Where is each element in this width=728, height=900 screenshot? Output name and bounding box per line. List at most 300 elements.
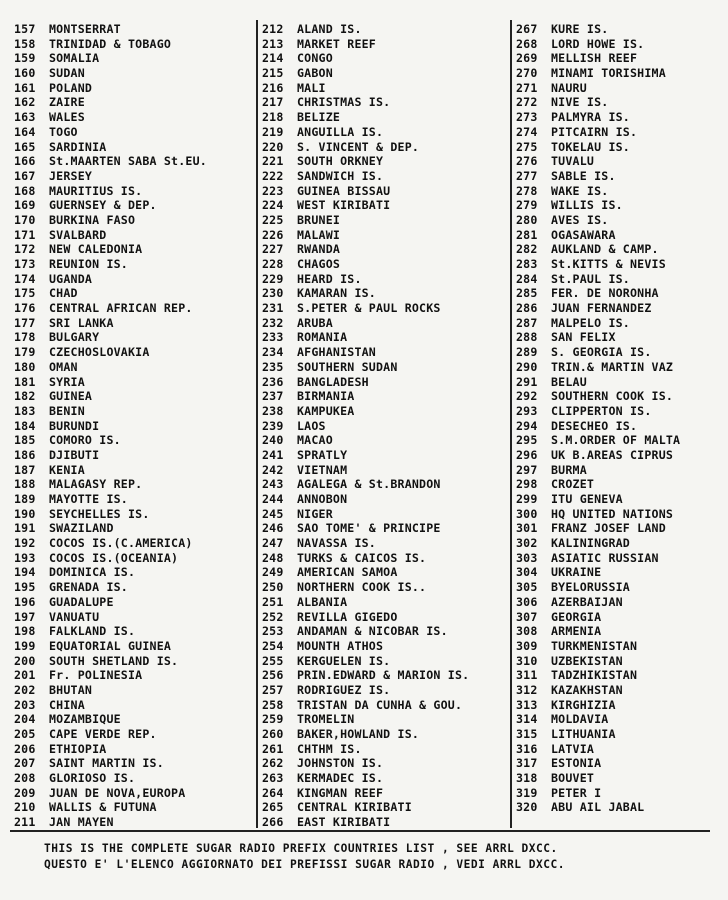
country-name: BOUVET <box>551 771 595 786</box>
country-name: JOHNSTON IS. <box>297 756 384 771</box>
country-name: BELIZE <box>297 110 341 125</box>
country-name: KALININGRAD <box>551 536 630 551</box>
prefix-number: 187 <box>14 462 36 477</box>
list-item <box>14 316 207 331</box>
list-item <box>262 198 469 213</box>
prefix-number: 264 <box>262 785 284 800</box>
country-name: BURKINA FASO <box>49 212 136 227</box>
list-item <box>14 477 207 492</box>
country-name: DESECHEO IS. <box>551 418 638 433</box>
country-name: LAOS <box>297 418 326 433</box>
prefix-number: 231 <box>262 301 284 316</box>
country-name: SAN FELIX <box>551 330 616 345</box>
country-name: CAPE VERDE REP. <box>49 727 157 741</box>
list-item <box>14 448 207 463</box>
country-name: PITCAIRN IS. <box>551 124 638 139</box>
list-item <box>516 580 680 595</box>
list-item <box>262 140 469 155</box>
list-item <box>516 404 680 419</box>
prefix-number: 273 <box>516 110 538 125</box>
country-name: SEYCHELLES IS. <box>49 506 150 521</box>
prefix-number: 277 <box>516 168 538 183</box>
list-item <box>516 213 680 228</box>
country-name: St.PAUL IS. <box>551 271 630 286</box>
prefix-number: 178 <box>14 330 36 345</box>
country-name: CENTRAL KIRIBATI <box>297 800 412 815</box>
prefix-number: 210 <box>14 800 36 815</box>
list-item <box>14 492 207 507</box>
country-name: TRINIDAD & TOBAGO <box>49 36 172 51</box>
country-name: ANNOBON <box>297 492 348 506</box>
prefix-number: 307 <box>516 609 538 624</box>
list-item <box>262 595 469 610</box>
list-item <box>14 580 207 595</box>
prefix-number: 209 <box>14 785 36 800</box>
country-name: EQUATORIAL GUINEA <box>49 638 172 653</box>
list-item <box>14 198 207 213</box>
list-item <box>14 184 207 199</box>
prefix-number: 221 <box>262 154 284 169</box>
prefix-number: 159 <box>14 51 36 66</box>
prefix-number: 274 <box>516 124 538 139</box>
list-item <box>516 683 680 698</box>
country-name: SOUTHERN SUDAN <box>297 359 398 374</box>
prefix-number: 261 <box>262 741 284 756</box>
list-item <box>516 507 680 522</box>
list-item <box>262 316 469 331</box>
list-item <box>262 800 469 815</box>
country-name: KURE IS. <box>551 22 609 36</box>
country-name: ABU AIL JABAL <box>551 800 645 815</box>
country-name: ALAND IS. <box>297 22 362 36</box>
prefix-number: 242 <box>262 462 284 477</box>
list-item <box>262 389 469 404</box>
list-item <box>516 81 680 96</box>
list-item <box>516 301 680 316</box>
prefix-number: 314 <box>516 712 538 727</box>
list-item <box>262 330 469 345</box>
list-item <box>516 228 680 243</box>
list-item <box>14 242 207 257</box>
list-item <box>516 198 680 213</box>
prefix-number: 193 <box>14 550 36 565</box>
country-name: MALAWI <box>297 227 341 242</box>
country-name: LITHUANIA <box>551 727 616 741</box>
prefix-number: 176 <box>14 301 36 316</box>
list-item <box>262 419 469 434</box>
list-item <box>516 786 680 801</box>
list-item <box>262 551 469 566</box>
list-item <box>14 169 207 184</box>
country-name: GLORIOSO IS. <box>49 771 136 786</box>
prefix-number: 315 <box>516 727 538 741</box>
prefix-number: 305 <box>516 580 538 595</box>
list-item <box>262 756 469 771</box>
prefix-number: 200 <box>14 653 36 668</box>
country-name: LORD HOWE IS. <box>551 36 645 51</box>
country-name: FER. DE NORONHA <box>551 286 659 301</box>
country-name: UZBEKISTAN <box>551 653 623 668</box>
list-item <box>516 727 680 742</box>
country-name: GUINEA <box>49 389 93 404</box>
list-item <box>14 154 207 169</box>
prefix-number: 318 <box>516 771 538 786</box>
prefix-number: 160 <box>14 66 36 81</box>
prefix-number: 291 <box>516 374 538 389</box>
list-item <box>14 22 207 37</box>
prefix-number: 201 <box>14 668 36 683</box>
list-item <box>14 345 207 360</box>
country-name: St.KITTS & NEVIS <box>551 257 666 271</box>
list-item <box>516 448 680 463</box>
prefix-number: 165 <box>14 139 36 154</box>
prefix-number: 240 <box>262 433 284 448</box>
country-name: VIETNAM <box>297 462 348 477</box>
country-name: TUVALU <box>551 154 595 169</box>
list-item <box>262 521 469 536</box>
prefix-number: 260 <box>262 727 284 741</box>
list-item <box>516 169 680 184</box>
prefix-number: 285 <box>516 286 538 301</box>
prefix-number: 206 <box>14 741 36 756</box>
prefix-number: 269 <box>516 51 538 66</box>
list-item <box>516 22 680 37</box>
prefix-number: 257 <box>262 682 284 697</box>
prefix-number: 216 <box>262 80 284 95</box>
country-name: RWANDA <box>297 242 341 257</box>
list-item <box>516 375 680 390</box>
country-name: REVILLA GIGEDO <box>297 609 398 624</box>
country-name: BULGARY <box>49 330 100 345</box>
list-item <box>14 81 207 96</box>
list-item <box>14 51 207 66</box>
country-name: TRIN.& MARTIN VAZ <box>551 359 674 374</box>
prefix-number: 197 <box>14 609 36 624</box>
prefix-number: 302 <box>516 536 538 551</box>
list-item <box>262 624 469 639</box>
list-item <box>14 419 207 434</box>
list-item <box>262 463 469 478</box>
country-name: MOLDAVIA <box>551 712 609 727</box>
country-name: PETER I <box>551 785 602 800</box>
country-name: SVALBARD <box>49 227 107 242</box>
prefix-number: 157 <box>14 22 36 36</box>
prefix-number: 312 <box>516 682 538 697</box>
country-name: WALLIS & FUTUNA <box>49 800 157 815</box>
list-item <box>262 477 469 492</box>
prefix-number: 238 <box>262 403 284 418</box>
country-name: ANDAMAN & NICOBAR IS. <box>297 624 448 639</box>
prefix-number: 220 <box>262 139 284 154</box>
list-item <box>14 404 207 419</box>
prefix-number: 245 <box>262 506 284 521</box>
country-name: CONGO <box>297 51 333 66</box>
prefix-number: 249 <box>262 565 284 580</box>
country-name: NEW CALEDONIA <box>49 242 143 257</box>
prefix-number: 299 <box>516 492 538 506</box>
prefix-number: 278 <box>516 183 538 198</box>
prefix-number: 296 <box>516 447 538 462</box>
prefix-number: 311 <box>516 668 538 683</box>
list-item <box>14 110 207 125</box>
prefix-number: 247 <box>262 536 284 551</box>
list-item <box>14 800 207 815</box>
list-item <box>14 375 207 390</box>
prefix-number: 190 <box>14 506 36 521</box>
country-name: SWAZILAND <box>49 521 114 536</box>
list-item <box>262 272 469 287</box>
list-item <box>262 110 469 125</box>
list-item <box>262 668 469 683</box>
prefix-number: 175 <box>14 286 36 301</box>
list-item <box>14 624 207 639</box>
list-item <box>262 257 469 272</box>
country-name: AVES IS. <box>551 212 609 227</box>
country-name: BRUNEI <box>297 212 341 227</box>
country-name: DJIBUTI <box>49 447 100 462</box>
country-name: KAZAKHSTAN <box>551 682 623 697</box>
list-item <box>516 140 680 155</box>
list-item <box>14 698 207 713</box>
list-item <box>262 610 469 625</box>
list-item <box>14 286 207 301</box>
list-item <box>262 786 469 801</box>
country-name: COMORO IS. <box>49 433 121 448</box>
list-item <box>262 125 469 140</box>
country-name: COCOS IS.(C.AMERICA) <box>49 536 193 551</box>
country-name: MALI <box>297 80 326 95</box>
prefix-number: 267 <box>516 22 538 36</box>
country-name: SAINT MARTIN IS. <box>49 756 164 771</box>
prefix-number: 259 <box>262 712 284 727</box>
list-item <box>14 536 207 551</box>
country-name: MONTSERRAT <box>49 22 121 36</box>
list-item <box>14 433 207 448</box>
prefix-number: 300 <box>516 506 538 521</box>
country-name: WEST KIRIBATI <box>297 198 391 213</box>
footer-line-italian: QUESTO E' L'ELENCO AGGIORNATO DEI PREFISSI SUGAR RADIO , VEDI ARRL DXCC. <box>44 858 565 871</box>
prefix-number: 158 <box>14 36 36 51</box>
country-name: BELAU <box>551 374 587 389</box>
country-name: COCOS IS.(OCEANIA) <box>49 550 179 565</box>
country-name: BIRMANIA <box>297 389 355 404</box>
prefix-number: 243 <box>262 477 284 492</box>
country-name: SOUTHERN COOK IS. <box>551 389 674 404</box>
country-name: KERMADEC IS. <box>297 771 384 786</box>
country-name: MELLISH REEF <box>551 51 638 66</box>
country-name: CHRISTMAS IS. <box>297 95 391 110</box>
list-item <box>14 668 207 683</box>
country-name: VANUATU <box>49 609 100 624</box>
prefix-number: 215 <box>262 66 284 81</box>
prefix-number: 255 <box>262 653 284 668</box>
prefix-number: 194 <box>14 565 36 580</box>
prefix-number: 254 <box>262 638 284 653</box>
list-item <box>516 654 680 669</box>
prefix-number: 320 <box>516 800 538 815</box>
country-column-2 <box>262 22 469 830</box>
footer-line-english: THIS IS THE COMPLETE SUGAR RADIO PREFIX COUNTRIES LIST , SEE ARRL DXCC. <box>44 842 558 855</box>
list-item <box>262 683 469 698</box>
list-item <box>516 330 680 345</box>
list-item <box>262 507 469 522</box>
column-divider-1 <box>256 20 258 828</box>
list-item <box>262 698 469 713</box>
country-name: HEARD IS. <box>297 271 362 286</box>
country-name: NIVE IS. <box>551 95 609 110</box>
list-item <box>14 37 207 52</box>
list-item <box>262 301 469 316</box>
prefix-number: 268 <box>516 36 538 51</box>
prefix-number: 230 <box>262 286 284 301</box>
prefix-number: 161 <box>14 80 36 95</box>
list-item <box>516 639 680 654</box>
country-name: TROMELIN <box>297 712 355 727</box>
list-item <box>262 580 469 595</box>
country-name: ZAIRE <box>49 95 85 110</box>
prefix-number: 191 <box>14 521 36 536</box>
list-item <box>262 81 469 96</box>
prefix-number: 203 <box>14 697 36 712</box>
prefix-number: 248 <box>262 550 284 565</box>
country-name: ARMENIA <box>551 624 602 639</box>
country-name: AUKLAND & CAMP. <box>551 242 659 257</box>
list-item <box>262 286 469 301</box>
prefix-number: 162 <box>14 95 36 110</box>
prefix-number: 171 <box>14 227 36 242</box>
list-item <box>262 37 469 52</box>
prefix-number: 169 <box>14 198 36 213</box>
prefix-number: 168 <box>14 183 36 198</box>
prefix-number: 207 <box>14 756 36 771</box>
list-item <box>14 756 207 771</box>
prefix-number: 179 <box>14 345 36 360</box>
country-name: MARKET REEF <box>297 36 376 51</box>
country-name: ASIATIC RUSSIAN <box>551 550 659 565</box>
list-item <box>262 154 469 169</box>
country-name: WALES <box>49 110 85 125</box>
list-item <box>14 610 207 625</box>
list-item <box>14 213 207 228</box>
list-item <box>14 683 207 698</box>
prefix-number: 205 <box>14 727 36 741</box>
country-name: GUINEA BISSAU <box>297 183 391 198</box>
list-item <box>262 771 469 786</box>
prefix-number: 225 <box>262 212 284 227</box>
country-name: GABON <box>297 66 333 81</box>
country-name: ARUBA <box>297 315 333 330</box>
country-name: CHAGOS <box>297 257 341 271</box>
country-name: REUNION IS. <box>49 257 128 271</box>
prefix-number: 310 <box>516 653 538 668</box>
prefix-number: 211 <box>14 815 36 830</box>
list-item <box>516 95 680 110</box>
country-name: JAN MAYEN <box>49 815 114 830</box>
prefix-number: 293 <box>516 403 538 418</box>
list-item <box>14 330 207 345</box>
list-item <box>516 492 680 507</box>
prefix-number: 241 <box>262 447 284 462</box>
prefix-number: 304 <box>516 565 538 580</box>
country-name: KAMPUKEA <box>297 403 355 418</box>
prefix-number: 295 <box>516 433 538 448</box>
prefix-number: 276 <box>516 154 538 169</box>
prefix-number: 279 <box>516 198 538 213</box>
country-name: GEORGIA <box>551 609 602 624</box>
list-item <box>516 477 680 492</box>
prefix-number: 316 <box>516 741 538 756</box>
prefix-number: 185 <box>14 433 36 448</box>
list-item <box>14 463 207 478</box>
country-name: BHUTAN <box>49 682 93 697</box>
prefix-number: 263 <box>262 771 284 786</box>
country-name: BURMA <box>551 462 587 477</box>
list-item <box>14 595 207 610</box>
country-name: BANGLADESH <box>297 374 369 389</box>
list-item <box>14 771 207 786</box>
list-item <box>262 815 469 830</box>
list-item <box>14 301 207 316</box>
prefix-number: 284 <box>516 271 538 286</box>
prefix-number: 275 <box>516 139 538 154</box>
prefix-number: 183 <box>14 403 36 418</box>
list-item <box>14 786 207 801</box>
country-name: ALBANIA <box>297 594 348 609</box>
list-item <box>516 624 680 639</box>
list-item <box>262 184 469 199</box>
country-name: CHTHM IS. <box>297 741 362 756</box>
country-name: MALPELO IS. <box>551 315 630 330</box>
list-item <box>262 169 469 184</box>
list-item <box>14 639 207 654</box>
prefix-number: 177 <box>14 315 36 330</box>
prefix-number: 228 <box>262 257 284 271</box>
country-name: AZERBAIJAN <box>551 594 623 609</box>
list-item <box>262 639 469 654</box>
list-item <box>14 389 207 404</box>
country-name: SAO TOME' & PRINCIPE <box>297 521 441 536</box>
list-item <box>14 654 207 669</box>
prefix-number: 308 <box>516 624 538 639</box>
list-item <box>14 140 207 155</box>
list-item <box>262 22 469 37</box>
country-name: JERSEY <box>49 168 93 183</box>
country-name: ROMANIA <box>297 330 348 345</box>
prefix-number: 233 <box>262 330 284 345</box>
country-name: GRENADA IS. <box>49 580 128 595</box>
country-name: BENIN <box>49 403 85 418</box>
list-item <box>262 213 469 228</box>
prefix-number: 182 <box>14 389 36 404</box>
country-name: MOZAMBIQUE <box>49 712 121 727</box>
prefix-number: 202 <box>14 682 36 697</box>
prefix-number: 272 <box>516 95 538 110</box>
list-item <box>516 565 680 580</box>
list-item <box>516 242 680 257</box>
prefix-number: 180 <box>14 359 36 374</box>
list-item <box>262 742 469 757</box>
country-name: OMAN <box>49 359 78 374</box>
country-name: MAYOTTE IS. <box>49 492 128 506</box>
prefix-number: 292 <box>516 389 538 404</box>
list-item <box>262 51 469 66</box>
list-item <box>14 66 207 81</box>
country-name: NIGER <box>297 506 333 521</box>
country-name: SUDAN <box>49 66 85 81</box>
country-name: TURKMENISTAN <box>551 638 638 653</box>
list-item <box>262 360 469 375</box>
prefix-number: 281 <box>516 227 538 242</box>
